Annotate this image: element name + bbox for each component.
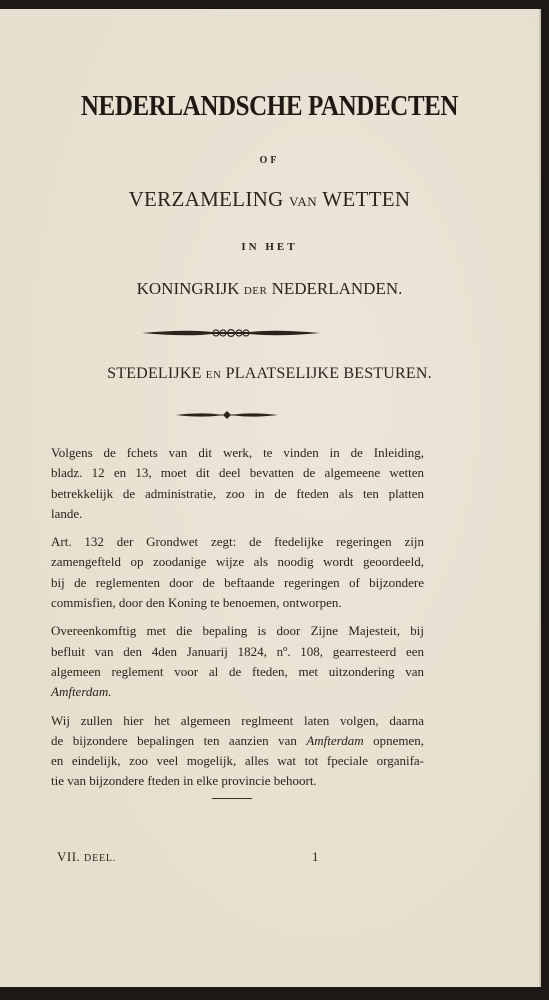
paragraph-4 xyxy=(51,711,424,792)
subtitle-koningrijk xyxy=(0,279,539,299)
subtitle-koningrijk-c: NEDERLANDEN. xyxy=(271,279,403,298)
subtitle-koningrijk-b: DER xyxy=(243,285,268,297)
closing-rule xyxy=(212,798,252,799)
section-heading-a: STEDELIJKE xyxy=(107,365,202,382)
volume-label: DEEL. xyxy=(84,853,117,864)
text-line: tie van bijzondere fteden in elke provincie behoort. xyxy=(51,773,317,789)
subtitle-verzameling-a: VERZAMELING xyxy=(128,187,284,211)
small-ornament-icon xyxy=(176,409,278,421)
subtitle-koningrijk-a: KONINGRIJK xyxy=(136,279,240,298)
section-heading xyxy=(0,365,539,383)
text-line: algemeen reglement voor al de fteden, met uitzondering van xyxy=(51,663,424,679)
title-in-het: IN HET xyxy=(241,241,298,253)
subtitle-verzameling-c: WETTEN xyxy=(322,187,411,211)
text-line: zamengefteld op zoodanige wijze als noodig wordt geoordeeld, xyxy=(51,554,424,570)
book-page xyxy=(0,9,541,987)
subtitle-verzameling xyxy=(0,187,539,212)
paragraph-1 xyxy=(51,443,424,524)
text-line: commisfien, door den Koning te benoemen, ontworpen. xyxy=(51,595,342,611)
text-line: Amfterdam. xyxy=(51,684,112,700)
volume-number: VII. xyxy=(57,849,81,864)
text-line: lande. xyxy=(51,505,83,521)
main-title: NEDERLANDSCHE PANDECTEN xyxy=(80,90,459,122)
paragraph-3 xyxy=(51,621,424,702)
text-line: betrekkelijk de administratie, zoo in de fteden als ten platten xyxy=(51,485,424,501)
text-line: bij de reglementen door de beftaande regeringen of bijzondere xyxy=(51,574,424,590)
body-text xyxy=(51,443,424,800)
title-of: OF xyxy=(259,155,280,166)
text-line: Volgens de fchets van dit werk, te vinden in de Inleiding, xyxy=(51,445,424,460)
volume-signature xyxy=(57,849,116,865)
text-line: en eindelijk, zoo veel mogelijk, alles wat tot fpeciale organifa- xyxy=(51,753,424,769)
subtitle-verzameling-b: VAN xyxy=(289,194,318,209)
text-line: Overeenkomftig met die bepaling is door Zijne Majesteit, bij xyxy=(51,623,424,639)
paragraph-2 xyxy=(51,532,424,613)
text-line: Art. 132 der Grondwet zegt: de ftedelijke regeringen zijn xyxy=(51,534,424,550)
ornament-divider-icon xyxy=(142,326,320,340)
text-line: de bijzondere bepalingen ten aanzien van Amfterdam opnemen, xyxy=(51,732,424,748)
text-line: befluit van den 4den Januarij 1824, nº. 108, gearresteerd een xyxy=(51,643,424,659)
text-line: bladz. 12 en 13, moet dit deel bevatten de algemeene wetten xyxy=(51,465,424,481)
page-number: 1 xyxy=(312,849,319,864)
section-heading-c: PLAATSELIJKE BESTUREN. xyxy=(225,365,432,382)
text-line: Wij zullen hier het algemeen reglmeent laten volgen, daarna xyxy=(51,712,424,728)
section-heading-b: EN xyxy=(205,369,222,381)
